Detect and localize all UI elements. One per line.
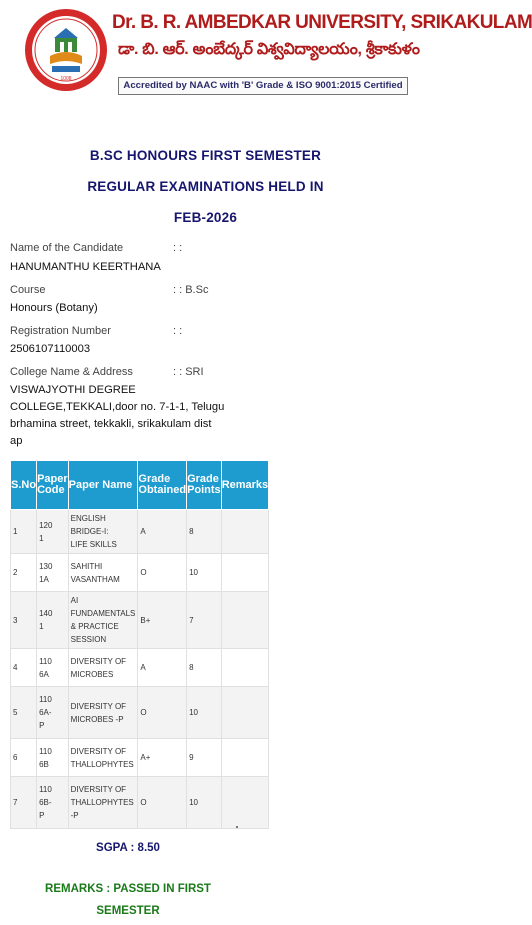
cell-grade: O (138, 777, 187, 829)
cell-remarks (221, 649, 268, 687)
cell-grade: A+ (138, 739, 187, 777)
table-row (11, 739, 269, 777)
college-value-line4: ap (10, 435, 23, 447)
cell-sno: 5 (11, 687, 37, 739)
header-paper-code-line2: Code (37, 484, 65, 496)
college-colon: : : SRI (173, 366, 204, 378)
cell-code-line: 6A- (39, 708, 52, 717)
course-label: Course (10, 284, 46, 296)
header-points-line2: Points (187, 484, 221, 496)
cell-code-line: 120 (39, 520, 53, 530)
cell-code-line: 110 (39, 785, 52, 794)
cell-points: 8 (187, 510, 222, 554)
table-row (11, 687, 269, 739)
table-row (11, 592, 269, 649)
cell-paper-name (68, 510, 138, 554)
cell-name-line: MICROBES (70, 669, 114, 679)
header-sno: S.No (11, 461, 37, 510)
university-name-telugu: డా. బి. ఆర్. అంబేద్కర్ విశ్వవిద్యాలయం, శ్రీకాకుళం (118, 41, 420, 58)
cell-points: 7 (187, 592, 222, 649)
cell-sno: 2 (11, 554, 37, 592)
cell-grade: O (138, 554, 187, 592)
cell-code-line: 6B (39, 759, 49, 769)
college-value-line1: VISWAJYOTHI DEGREE (10, 384, 136, 396)
registration-value: 2506107110003 (10, 343, 91, 355)
cell-paper-code (37, 687, 69, 739)
cell-paper-name (68, 554, 138, 592)
cell-remarks (221, 687, 268, 739)
header-grade-line2: Obtained (138, 484, 187, 496)
page-header (0, 0, 532, 100)
cell-code-line: 130 (39, 561, 53, 571)
registration-label: Registration Number (10, 325, 111, 337)
sgpa-value: SGPA : 8.50 (96, 842, 160, 854)
cell-sno: 7 (11, 777, 37, 829)
course-colon: : : B.Sc (173, 284, 209, 296)
divider-dot (236, 826, 238, 828)
cell-sno: 6 (11, 739, 37, 777)
cell-code-line: 110 (39, 656, 52, 666)
result-remarks (20, 878, 236, 922)
cell-name-line: THALLOPHYTES (70, 759, 134, 769)
header-grade-obtained (138, 461, 187, 510)
cell-paper-name (68, 649, 138, 687)
cell-points: 8 (187, 649, 222, 687)
cell-code-line: 1 (39, 622, 44, 631)
cell-remarks (221, 739, 268, 777)
registration-colon: : : (173, 325, 183, 337)
cell-paper-name (68, 739, 138, 777)
table-row (11, 649, 269, 687)
cell-name-line: VASANTHAM (70, 574, 120, 584)
cell-name-line: DIVERSITY OF (70, 746, 127, 756)
cell-code-line: P (39, 811, 45, 820)
cell-name-line: MICROBES -P (70, 714, 124, 724)
cell-code-line: 110 (39, 746, 52, 756)
exam-title-line3: FEB-2026 (173, 210, 238, 225)
cell-code-line: 110 (39, 695, 52, 704)
table-row (11, 554, 269, 592)
cell-code-line: P (39, 721, 45, 730)
cell-name-line: ENGLISH BRIDGE-I: (70, 514, 109, 536)
exam-title-line1: B.SC HONOURS FIRST SEMESTER (89, 148, 322, 163)
college-value (10, 382, 224, 450)
cell-remarks (221, 510, 268, 554)
candidate-name-colon: : : (173, 242, 183, 254)
header-paper-code (37, 461, 69, 510)
header-grade-points (187, 461, 222, 510)
header-remarks: Remarks (221, 461, 268, 510)
university-seal-icon (24, 8, 108, 92)
cell-grade: A (138, 510, 187, 554)
cell-grade: A (138, 649, 187, 687)
cell-points: 9 (187, 739, 222, 777)
cell-name-line: THALLOPHYTES -P (70, 798, 134, 820)
result-remarks-line2: SEMESTER (96, 905, 160, 917)
marks-table-body (11, 510, 269, 829)
cell-name-line: & PRACTICE (70, 622, 119, 631)
cell-paper-code (37, 739, 69, 777)
cell-paper-name (68, 777, 138, 829)
cell-grade: B+ (138, 592, 187, 649)
college-value-line3: brhamina street, tekkakli, srikakulam dist (10, 418, 212, 430)
candidate-name-value: HANUMANTHU KEERTHANA (10, 261, 161, 273)
cell-paper-name (68, 687, 138, 739)
header-points-line1: Grade (187, 473, 219, 485)
cell-points: 10 (187, 687, 222, 739)
cell-name-line: AI FUNDAMENTALS (70, 596, 136, 618)
cell-remarks (221, 777, 268, 829)
cell-code-line: 1A (39, 574, 49, 584)
cell-paper-code (37, 777, 69, 829)
cell-sno: 1 (11, 510, 37, 554)
cell-paper-code (37, 554, 69, 592)
cell-name-line: SAHITHI (70, 561, 103, 571)
cell-paper-code (37, 649, 69, 687)
course-value: Honours (Botany) (10, 302, 98, 314)
cell-remarks (221, 592, 268, 649)
header-paper-name: Paper Name (68, 461, 138, 510)
exam-title-line2: REGULAR EXAMINATIONS HELD IN (87, 179, 324, 194)
cell-code-line: 6B- (39, 798, 52, 807)
header-grade-line1: Grade (138, 473, 171, 485)
cell-points: 10 (187, 554, 222, 592)
cell-name-line: SESSION (70, 635, 107, 644)
college-label: College Name & Address (10, 366, 133, 378)
result-remarks-line1: REMARKS : PASSED IN FIRST (45, 883, 211, 895)
university-name: Dr. B. R. AMBEDKAR UNIVERSITY, SRIKAKULAM (112, 12, 532, 33)
table-row (11, 510, 269, 554)
cell-name-line: DIVERSITY OF (70, 785, 127, 794)
cell-code-line: 140 (39, 609, 53, 618)
table-row (11, 777, 269, 829)
cell-sno: 3 (11, 592, 37, 649)
cell-points: 10 (187, 777, 222, 829)
college-value-line2: COLLEGE,TEKKALI,door no. 7-1-1, Telugu (10, 401, 225, 413)
cell-paper-name (68, 592, 138, 649)
marks-table (10, 460, 269, 829)
candidate-name-label: Name of the Candidate (10, 242, 124, 254)
cell-name-line: DIVERSITY OF (70, 701, 127, 711)
svg-text:1008: 1008 (60, 76, 72, 82)
header-paper-code-line1: Paper (37, 473, 68, 485)
cell-code-line: 6A (39, 669, 49, 679)
cell-name-line: DIVERSITY OF (70, 656, 127, 666)
cell-paper-code (37, 510, 69, 554)
cell-remarks (221, 554, 268, 592)
cell-sno: 4 (11, 649, 37, 687)
cell-grade: O (138, 687, 187, 739)
cell-paper-code (37, 592, 69, 649)
accreditation-banner: Accredited by NAAC with 'B' Grade & ISO 9001:2015 Certified (118, 77, 408, 95)
cell-code-line: 1 (39, 533, 44, 543)
cell-name-line: LIFE SKILLS (70, 540, 117, 549)
table-header-row (11, 461, 269, 510)
